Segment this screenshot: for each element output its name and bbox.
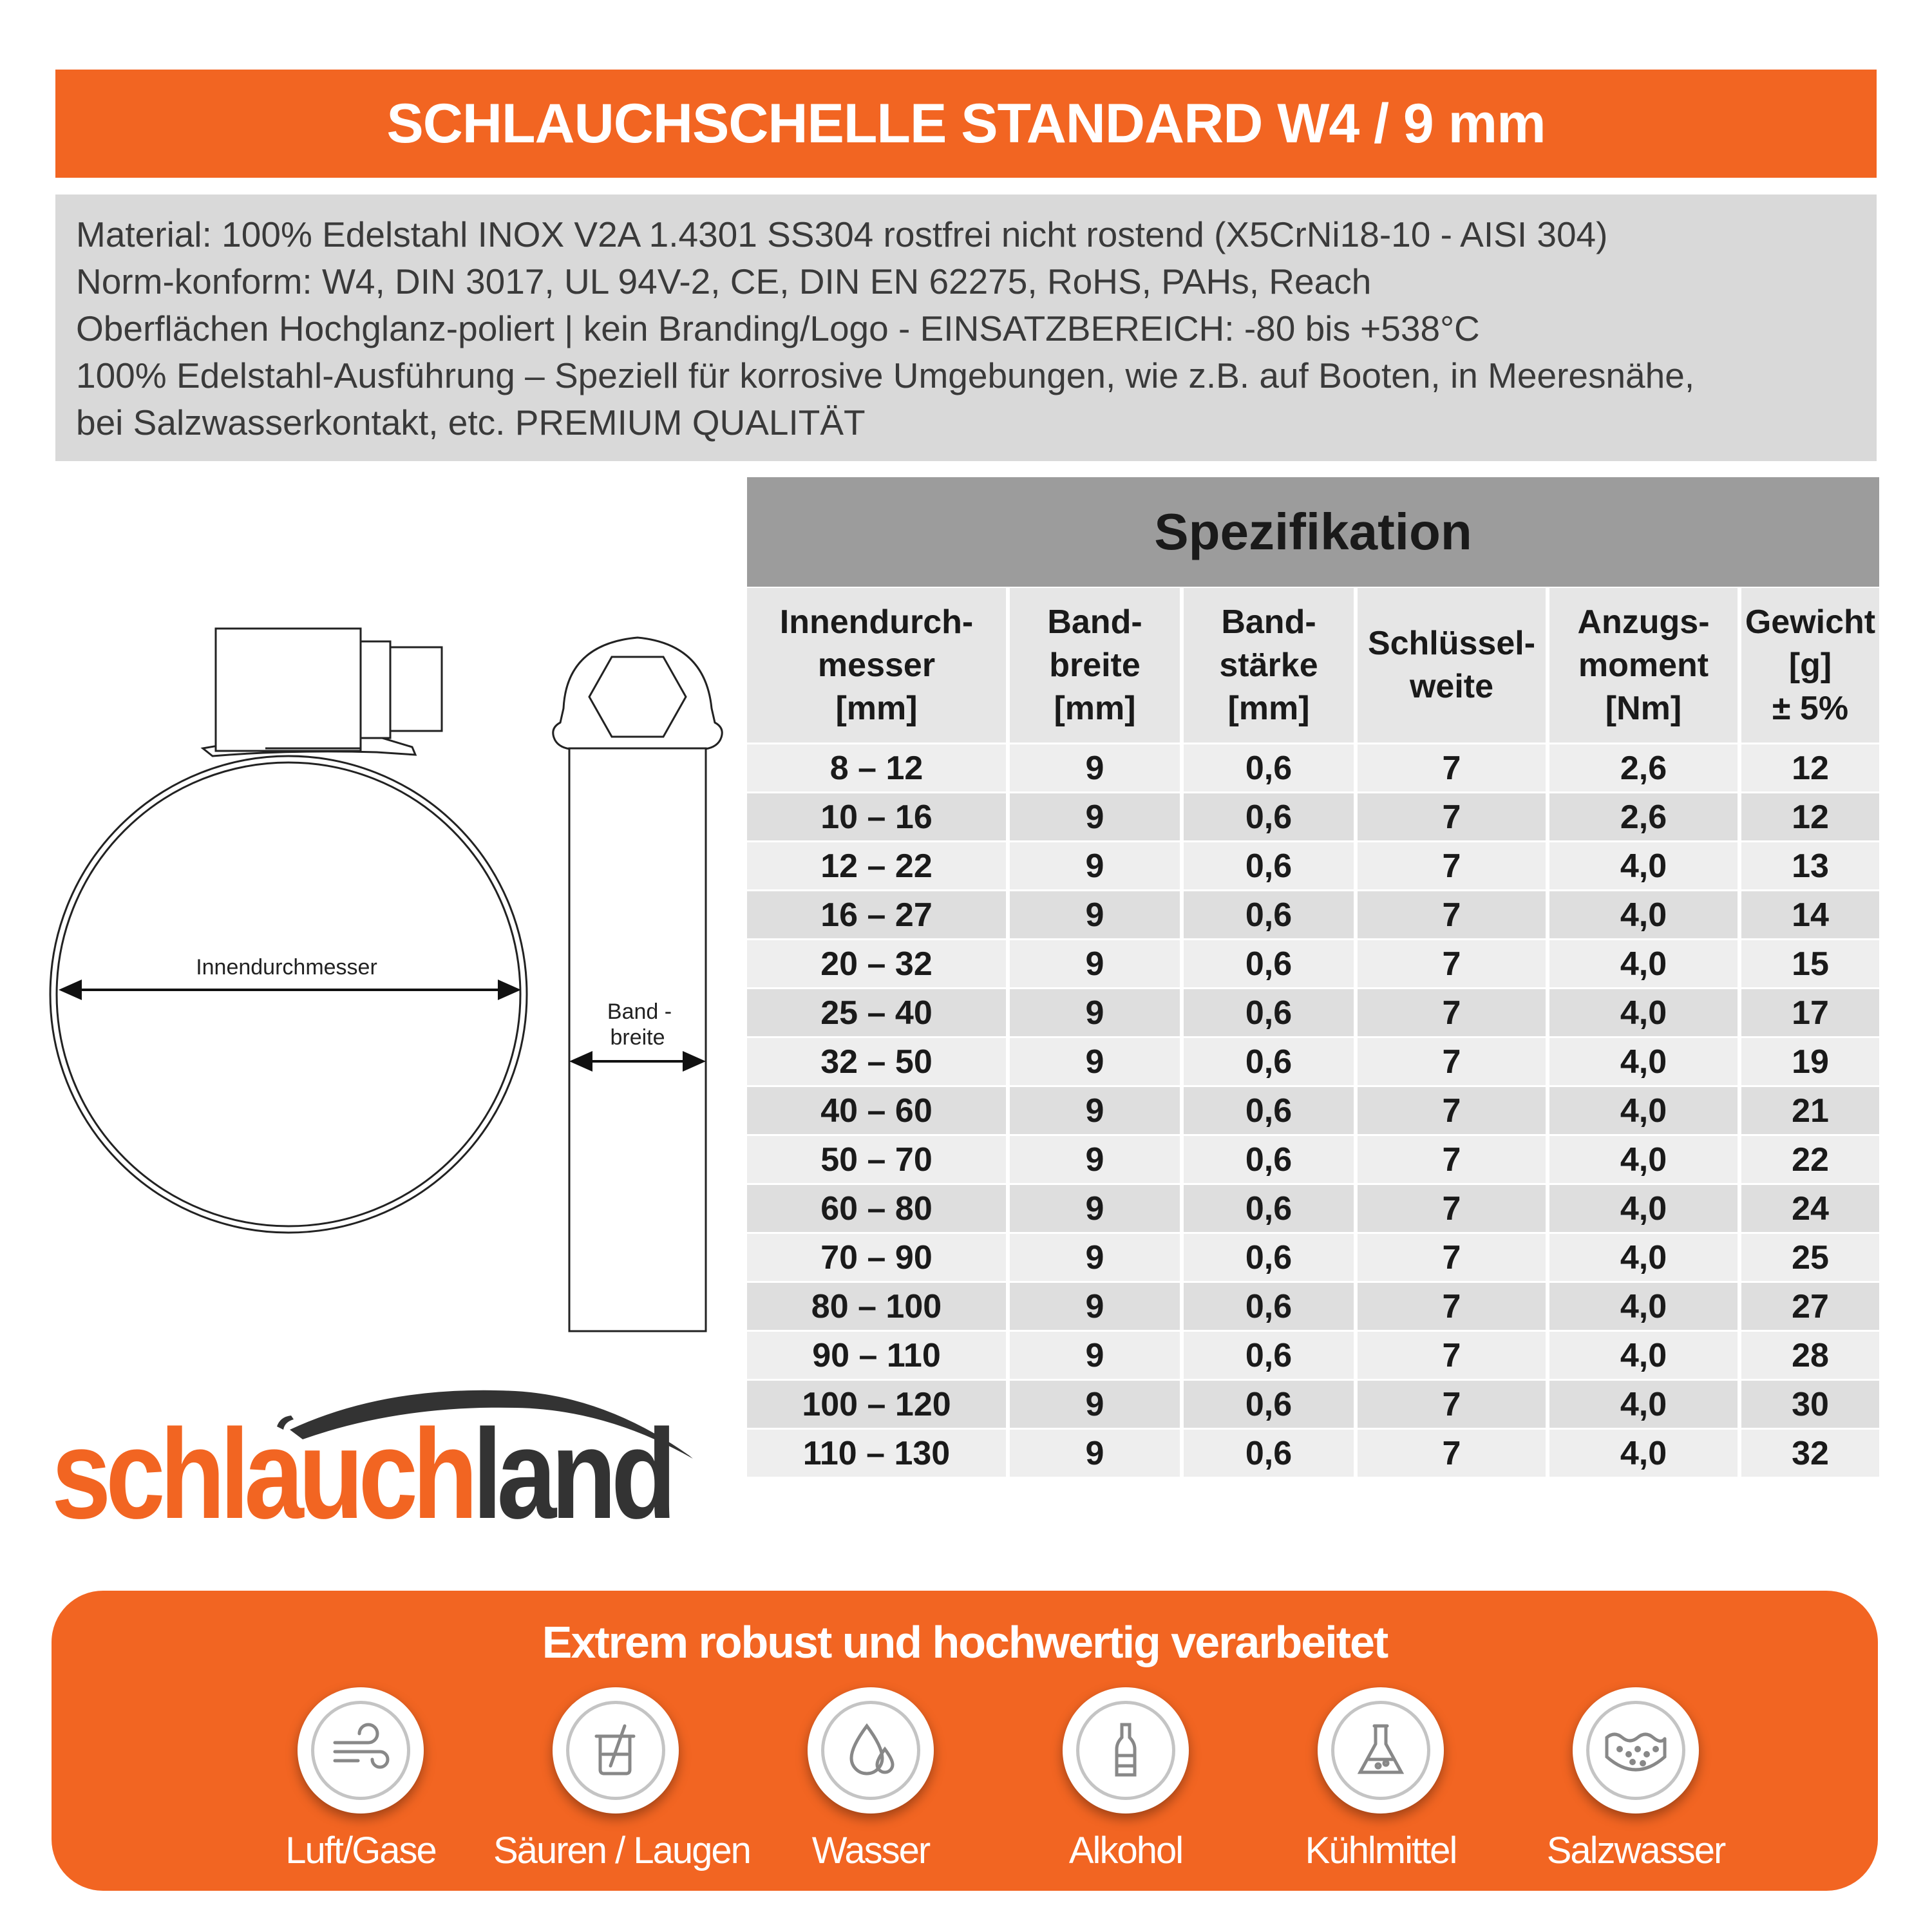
feature-salt-water xyxy=(1513,1687,1758,1872)
spec-cell: 14 xyxy=(1739,891,1879,940)
spec-cell: 4,0 xyxy=(1548,989,1739,1037)
header-band-thickness: Band- stärke [mm] xyxy=(1182,588,1356,744)
spec-cell: 80 – 100 xyxy=(747,1282,1008,1331)
spec-cell: 9 xyxy=(1008,1184,1182,1233)
spec-cell: 0,6 xyxy=(1182,891,1356,940)
spec-cell: 4,0 xyxy=(1548,1184,1739,1233)
spec-row xyxy=(747,1282,1879,1331)
spec-cell: 0,6 xyxy=(1182,1135,1356,1184)
feature-label: Kühlmittel xyxy=(1305,1830,1457,1871)
feature-label: Salzwasser xyxy=(1546,1830,1725,1871)
feature-air-gas xyxy=(238,1687,483,1872)
spec-cell: 28 xyxy=(1739,1331,1879,1380)
spec-title: Spezifikation xyxy=(747,477,1879,587)
spec-cell: 90 – 110 xyxy=(747,1331,1008,1380)
spec-cell: 7 xyxy=(1356,989,1548,1037)
feature-label: Luft/Gase xyxy=(285,1830,436,1871)
spec-row xyxy=(747,793,1879,842)
spec-cell: 70 – 90 xyxy=(747,1233,1008,1282)
spec-cell: 0,6 xyxy=(1182,1380,1356,1429)
spec-cell: 4,0 xyxy=(1548,1233,1739,1282)
header-torque: Anzugs- moment [Nm] xyxy=(1548,588,1739,744)
spec-cell: 9 xyxy=(1008,891,1182,940)
spec-row xyxy=(747,1233,1879,1282)
spec-cell: 0,6 xyxy=(1182,989,1356,1037)
spec-cell: 0,6 xyxy=(1182,1282,1356,1331)
spec-cell: 7 xyxy=(1356,1135,1548,1184)
spec-row xyxy=(747,891,1879,940)
spec-row xyxy=(747,1086,1879,1135)
spec-cell: 10 – 16 xyxy=(747,793,1008,842)
beaker-icon xyxy=(583,1718,648,1783)
spec-cell: 7 xyxy=(1356,842,1548,891)
band-width-label-line1: Band - xyxy=(607,999,672,1024)
spec-cell: 4,0 xyxy=(1548,940,1739,989)
spec-cell: 7 xyxy=(1356,1331,1548,1380)
spec-row xyxy=(747,1380,1879,1429)
feature-label: Säuren / Laugen xyxy=(493,1830,750,1871)
spec-cell: 2,6 xyxy=(1548,793,1739,842)
spec-cell: 9 xyxy=(1008,1135,1182,1184)
spec-cell: 9 xyxy=(1008,1282,1182,1331)
feature-coolant xyxy=(1258,1687,1503,1872)
feature-label: Alkohol xyxy=(1068,1830,1183,1871)
wind-icon xyxy=(328,1718,393,1783)
spec-header-row xyxy=(747,588,1879,744)
spec-cell: 12 – 22 xyxy=(747,842,1008,891)
spec-cell: 4,0 xyxy=(1548,1429,1739,1477)
salt-water-icon xyxy=(1600,1718,1671,1783)
spec-cell: 7 xyxy=(1356,1429,1548,1477)
spec-cell: 22 xyxy=(1739,1135,1879,1184)
spec-cell: 2,6 xyxy=(1548,744,1739,793)
spec-cell: 4,0 xyxy=(1548,1282,1739,1331)
spec-cell: 7 xyxy=(1356,940,1548,989)
spec-cell: 4,0 xyxy=(1548,1380,1739,1429)
info-line-material: Material: 100% Edelstahl INOX V2A 1.4301 SS304 rostfrei nicht rostend (X5CrNi18-10 - AISI 304) xyxy=(76,214,1608,254)
spec-table xyxy=(747,588,1879,1477)
feature-label: Wasser xyxy=(811,1830,930,1871)
spec-cell: 0,6 xyxy=(1182,1086,1356,1135)
band-width-label-line2: breite xyxy=(610,1025,665,1050)
spec-row xyxy=(747,1037,1879,1086)
spec-cell: 7 xyxy=(1356,1184,1548,1233)
spec-cell: 9 xyxy=(1008,842,1182,891)
spec-cell: 4,0 xyxy=(1548,1135,1739,1184)
header-key-width: Schlüssel- weite xyxy=(1356,588,1548,744)
features-panel xyxy=(52,1591,1878,1891)
spec-cell: 50 – 70 xyxy=(747,1135,1008,1184)
spec-cell: 100 – 120 xyxy=(747,1380,1008,1429)
spec-row xyxy=(747,1135,1879,1184)
water-drop-icon xyxy=(838,1718,903,1783)
bottle-icon xyxy=(1094,1718,1158,1783)
spec-cell: 7 xyxy=(1356,744,1548,793)
spec-cell: 8 – 12 xyxy=(747,744,1008,793)
spec-cell: 7 xyxy=(1356,1282,1548,1331)
spec-cell: 17 xyxy=(1739,989,1879,1037)
spec-cell: 40 – 60 xyxy=(747,1086,1008,1135)
spec-cell: 32 xyxy=(1739,1429,1879,1477)
spec-cell: 13 xyxy=(1739,842,1879,891)
spec-cell: 9 xyxy=(1008,1331,1182,1380)
spec-cell: 25 – 40 xyxy=(747,989,1008,1037)
spec-cell: 12 xyxy=(1739,744,1879,793)
spec-cell: 0,6 xyxy=(1182,940,1356,989)
brand-logo xyxy=(52,1378,715,1571)
spec-cell: 0,6 xyxy=(1182,1331,1356,1380)
flask-icon xyxy=(1349,1718,1413,1783)
spec-cell: 0,6 xyxy=(1182,1037,1356,1086)
spec-cell: 24 xyxy=(1739,1184,1879,1233)
spec-cell: 4,0 xyxy=(1548,1086,1739,1135)
spec-cell: 4,0 xyxy=(1548,1331,1739,1380)
spec-cell: 4,0 xyxy=(1548,1037,1739,1086)
spec-cell: 7 xyxy=(1356,1380,1548,1429)
spec-cell: 32 – 50 xyxy=(747,1037,1008,1086)
spec-cell: 110 – 130 xyxy=(747,1429,1008,1477)
spec-cell: 9 xyxy=(1008,793,1182,842)
spec-row xyxy=(747,1429,1879,1477)
spec-cell: 4,0 xyxy=(1548,842,1739,891)
info-line-quality: bei Salzwasserkontakt, etc. PREMIUM QUALITÄT xyxy=(76,402,866,442)
spec-row xyxy=(747,1184,1879,1233)
page-title: SCHLAUCHSCHELLE STANDARD W4 / 9 mm xyxy=(55,70,1877,178)
spec-cell: 9 xyxy=(1008,1429,1182,1477)
spec-cell: 9 xyxy=(1008,744,1182,793)
spec-cell: 9 xyxy=(1008,940,1182,989)
spec-cell: 0,6 xyxy=(1182,1429,1356,1477)
spec-cell: 9 xyxy=(1008,1233,1182,1282)
spec-cell: 15 xyxy=(1739,940,1879,989)
diameter-label: Innendurchmesser xyxy=(196,955,377,980)
logo-word-land: land xyxy=(472,1403,672,1545)
spec-cell: 7 xyxy=(1356,793,1548,842)
spec-cell: 7 xyxy=(1356,1086,1548,1135)
spec-row xyxy=(747,744,1879,793)
feature-water xyxy=(748,1687,993,1872)
info-line-usage: 100% Edelstahl-Ausführung – Speziell für korrosive Umgebungen, wie z.B. auf Booten, in Meeresnähe, xyxy=(76,355,1695,395)
spec-cell: 60 – 80 xyxy=(747,1184,1008,1233)
spec-cell: 7 xyxy=(1356,1233,1548,1282)
feature-acids xyxy=(493,1687,750,1872)
spec-cell: 21 xyxy=(1739,1086,1879,1135)
logo-wordmark xyxy=(52,1403,672,1545)
spec-cell: 27 xyxy=(1739,1282,1879,1331)
spec-cell: 0,6 xyxy=(1182,1184,1356,1233)
spec-cell: 0,6 xyxy=(1182,1233,1356,1282)
feature-alcohol xyxy=(1003,1687,1248,1872)
header-band-width: Band- breite [mm] xyxy=(1008,588,1182,744)
info-line-surface: Oberflächen Hochglanz-poliert | kein Branding/Logo - EINSATZBEREICH: -80 bis +538°C xyxy=(76,308,1480,348)
spec-cell: 12 xyxy=(1739,793,1879,842)
clamp-side-view xyxy=(553,638,723,1331)
spec-cell: 20 – 32 xyxy=(747,940,1008,989)
spec-cell: 30 xyxy=(1739,1380,1879,1429)
info-line-norms: Norm-konform: W4, DIN 3017, UL 94V-2, CE, DIN EN 62275, RoHS, PAHs, Reach xyxy=(76,261,1372,301)
spec-cell: 9 xyxy=(1008,989,1182,1037)
features-title: Extrem robust und hochwertig verarbeitet xyxy=(542,1617,1388,1667)
spec-row xyxy=(747,940,1879,989)
spec-cell: 25 xyxy=(1739,1233,1879,1282)
spec-cell: 0,6 xyxy=(1182,793,1356,842)
spec-cell: 9 xyxy=(1008,1380,1182,1429)
spec-cell: 0,6 xyxy=(1182,842,1356,891)
spec-row xyxy=(747,842,1879,891)
spec-row xyxy=(747,1331,1879,1380)
header-inner-diameter: Innendurch- messer [mm] xyxy=(747,588,1008,744)
spec-cell: 9 xyxy=(1008,1037,1182,1086)
spec-cell: 19 xyxy=(1739,1037,1879,1086)
clamp-front-view xyxy=(50,629,527,1233)
spec-cell: 7 xyxy=(1356,1037,1548,1086)
spec-cell: 16 – 27 xyxy=(747,891,1008,940)
spec-cell: 0,6 xyxy=(1182,744,1356,793)
spec-row xyxy=(747,989,1879,1037)
logo-word-schlauch: schlauch xyxy=(52,1403,473,1545)
spec-cell: 4,0 xyxy=(1548,891,1739,940)
header-weight: Gewicht [g] ± 5% xyxy=(1739,588,1879,744)
spec-cell: 7 xyxy=(1356,891,1548,940)
spec-cell: 9 xyxy=(1008,1086,1182,1135)
